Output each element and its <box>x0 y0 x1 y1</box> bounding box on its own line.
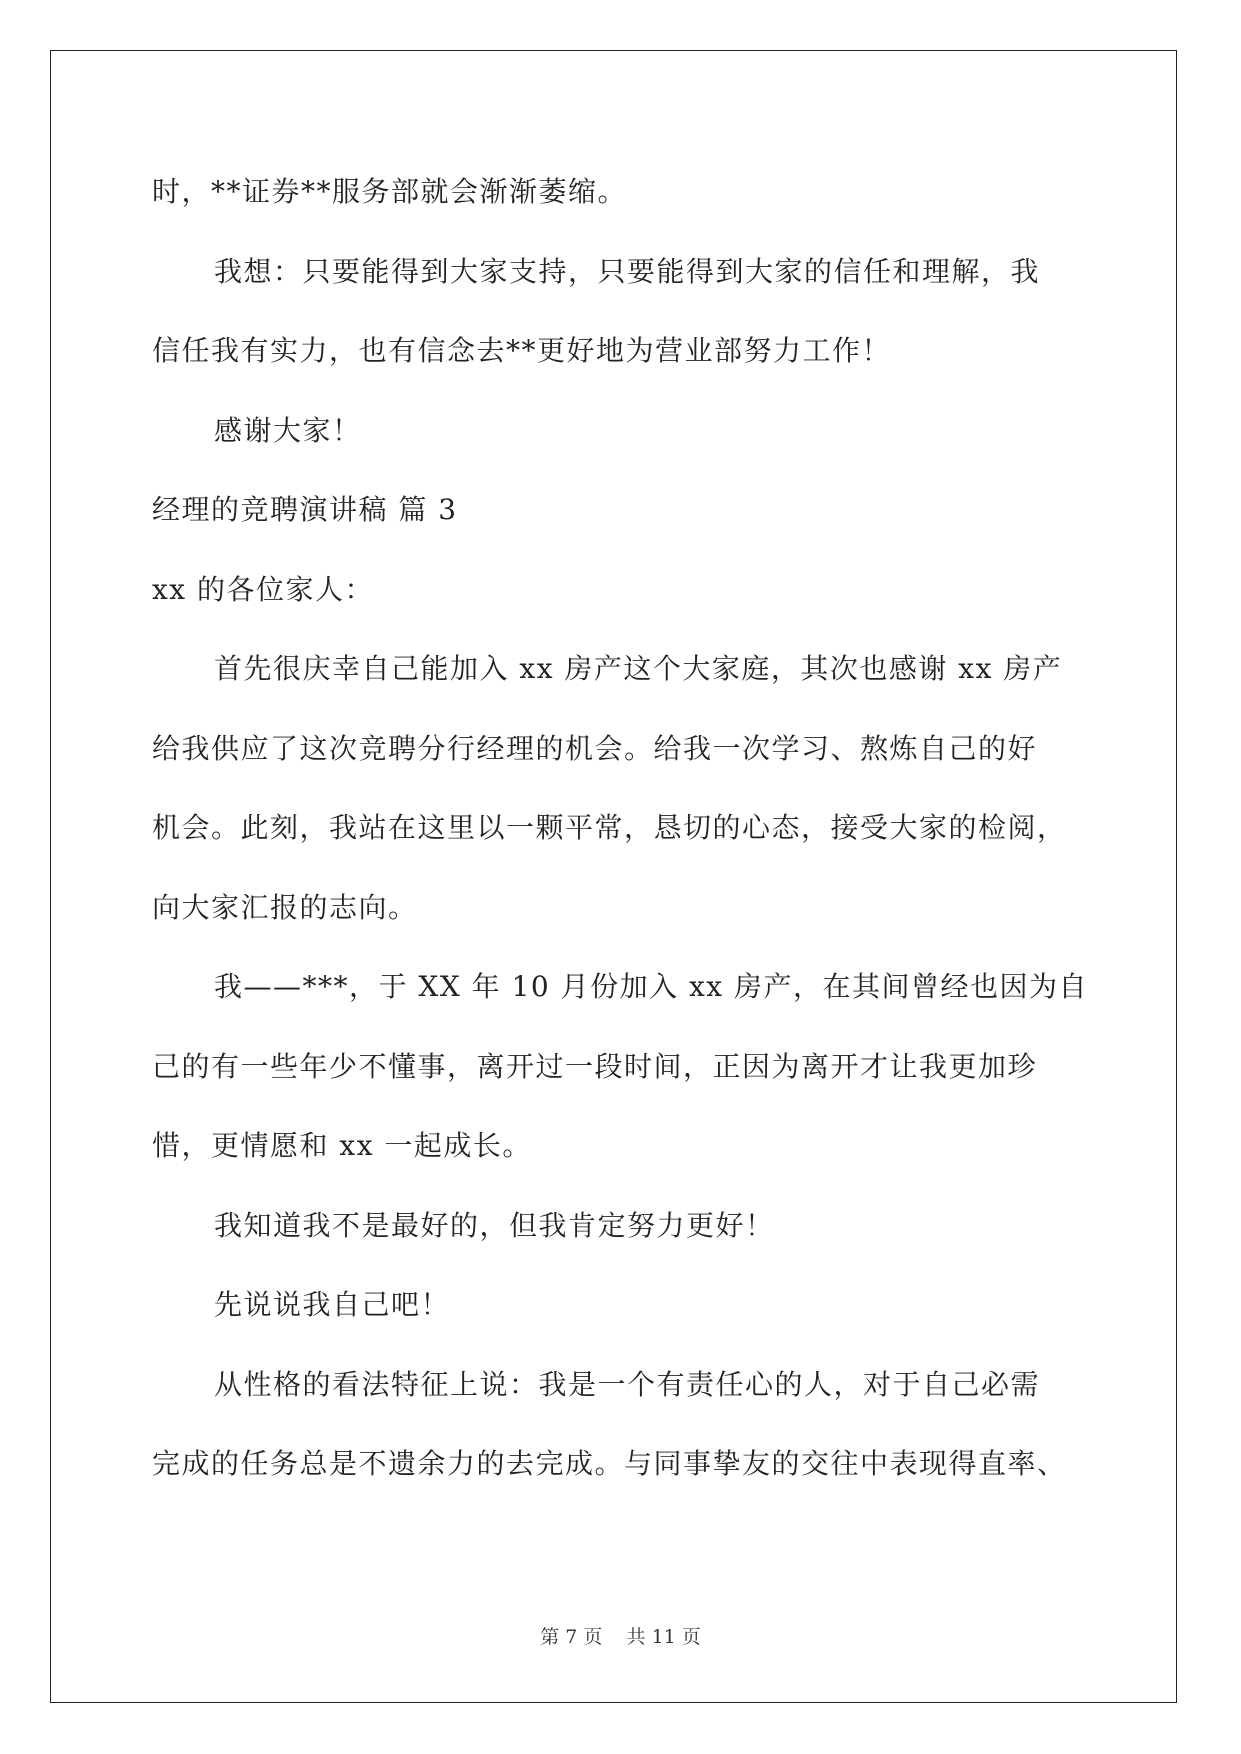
paragraph-line: 我——***，于 XX 年 10 月份加入 xx 房产，在其间曾经也因为自 <box>214 970 1088 1003</box>
paragraph-line: 信任我有实力，也有信念去**更好地为营业部努力工作！ <box>152 334 892 367</box>
paragraph-line: 先说说我自己吧！ <box>214 1288 451 1321</box>
paragraph-line: 机会。此刻，我站在这里以一颗平常，恳切的心态，接受大家的检阅， <box>152 811 1067 844</box>
section-heading: 经理的竞聘演讲稿 篇 3 <box>152 493 458 526</box>
paragraph-line: 完成的任务总是不遗余力的去完成。与同事挚友的交往中表现得直率、 <box>152 1447 1067 1480</box>
paragraph-line: 向大家汇报的志向。 <box>152 891 418 924</box>
paragraph-line: 我知道我不是最好的，但我肯定努力更好！ <box>214 1209 775 1242</box>
paragraph-line: 我想：只要能得到大家支持，只要能得到大家的信任和理解，我 <box>214 255 1041 288</box>
paragraph-line: 给我供应了这次竞聘分行经理的机会。给我一次学习、熬炼自己的好 <box>152 732 1038 765</box>
paragraph-line: 时，**证券**服务部就会渐渐萎缩。 <box>152 175 628 208</box>
paragraph-line: 首先很庆幸自己能加入 xx 房产这个大家庭，其次也感谢 xx 房产 <box>214 652 1063 685</box>
paragraph-line: 己的有一些年少不懂事，离开过一段时间，正因为离开才让我更加珍 <box>152 1050 1038 1083</box>
paragraph-line: 惜，更情愿和 xx 一起成长。 <box>152 1129 532 1162</box>
paragraph-line: 感谢大家！ <box>214 414 362 447</box>
paragraph-line: 从性格的看法特征上说：我是一个有责任心的人，对于自己必需 <box>214 1368 1041 1401</box>
page-number-footer: 第 7 页 共 11 页 <box>540 1626 701 1648</box>
salutation-line: xx 的各位家人： <box>152 573 374 606</box>
